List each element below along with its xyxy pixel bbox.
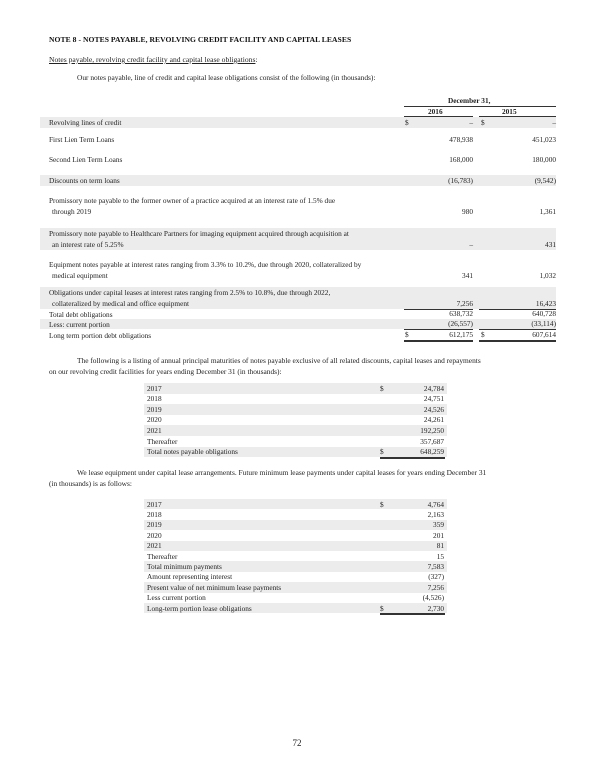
row-label: 2017 [147, 499, 162, 509]
row-label: Total minimum payments [147, 561, 222, 571]
header-rule [404, 106, 556, 107]
page-number: 72 [292, 738, 302, 748]
value-2015: 431 [545, 240, 556, 249]
row-label: Less: current portion [49, 320, 110, 329]
value-2015: (33,114) [531, 319, 556, 328]
row-label: Obligations under capital leases at interest rates ranging from 2.5% to 10.8%, due through 2022, [49, 288, 331, 297]
lease-intro-line-1: We lease equipment under capital lease arrangements. Future minimum lease payments under capital leases for years ending December 31 [77, 468, 487, 477]
row-label: 2017 [147, 383, 162, 393]
value-2016: 7,256 [456, 299, 473, 308]
row-label: 2020 [147, 415, 162, 425]
row-label: 2021 [147, 541, 162, 551]
row-label: an interest rate of 5.25% [52, 239, 124, 249]
row-value: 24,526 [423, 404, 444, 414]
row-label: Thereafter [147, 436, 178, 446]
value-2016: – [469, 240, 473, 249]
row-label: Promissory note payable to the former owner of a practice acquired at an interest rate of 1.5% due [49, 196, 336, 205]
dollar-sign: $ [380, 383, 384, 393]
row-value: 201 [433, 530, 444, 540]
value-2016: 341 [462, 271, 473, 280]
row-label: 2019 [147, 404, 162, 414]
value-2016: 612,175 [449, 330, 473, 339]
row-label: Total notes payable obligations [147, 447, 238, 457]
row-label: Total debt obligations [49, 310, 113, 319]
row-label: Long-term portion lease obligations [147, 603, 252, 613]
value-2015: 16,423 [535, 299, 556, 308]
dollar-sign-2016: $ [405, 118, 409, 127]
subheading-text: Notes payable, revolving credit facility and capital lease obligations [49, 55, 256, 64]
row-label: 2021 [147, 425, 162, 435]
row-label: Long term portion debt obligations [49, 331, 152, 340]
header-december-31: December 31, [448, 96, 491, 105]
row-value: 81 [436, 541, 444, 551]
dollar-sign: $ [380, 499, 384, 509]
row-label: Less current portion [147, 593, 206, 603]
lease-intro-line-2: (in thousands) is as follows: [49, 479, 132, 488]
value-2016: (26,557) [448, 319, 473, 328]
value-2015: 640,728 [532, 309, 556, 318]
row-value: 15 [436, 551, 444, 561]
subheading-colon: : [255, 55, 258, 64]
row-value: 2,163 [427, 509, 444, 519]
value-2016: 478,938 [449, 135, 473, 144]
maturities-intro-line-2: on our revolving credit facilities for years ending December 31 (in thousands): [49, 367, 282, 376]
row-value: 192,250 [420, 425, 444, 435]
row-label: collateralized by medical and office equipment [52, 298, 190, 308]
row-label: Discounts on term loans [49, 176, 120, 185]
maturities-intro-line-1: The following is a listing of annual principal maturities of notes payable exclusive of all related discounts, capital leases and repayments [77, 356, 481, 365]
total-rule-2016 [404, 340, 473, 342]
row-value: 24,751 [423, 394, 444, 404]
row-label: Present value of net minimum lease payments [147, 582, 282, 592]
row-label: Promissory note payable to Healthcare Partners for imaging equipment acquired through acquisition at [49, 229, 349, 238]
debt-intro: Our notes payable, line of credit and capital lease obligations consist of the following (in thousands): [77, 73, 376, 82]
row-value: 2,730 [427, 603, 444, 613]
row-label: Equipment notes payable at interest rates ranging from 3.3% to 10.2%, due through 2020, collateralized by [49, 260, 362, 269]
row-label: 2018 [147, 509, 162, 519]
row-label: 2018 [147, 394, 162, 404]
dollar-sign: $ [380, 447, 384, 457]
row-label: 2019 [147, 520, 162, 530]
row-label: Revolving lines of credit [49, 118, 122, 127]
total-rule [380, 613, 445, 615]
row-value: 24,261 [423, 415, 444, 425]
dollar-sign-2015: $ [481, 118, 485, 127]
value-2016: 168,000 [449, 155, 473, 164]
row-label: medical equipment [52, 270, 108, 280]
value-2016: 980 [462, 207, 473, 216]
value-2015: 1,032 [539, 271, 556, 280]
row-value: (4,526) [422, 593, 444, 603]
header-2015: 2015 [502, 107, 517, 116]
value-2015: – [552, 118, 556, 127]
row-label: 2020 [147, 530, 162, 540]
dollar-sign-2016: $ [405, 330, 409, 339]
total-rule-2015 [479, 340, 556, 342]
subheading [49, 55, 258, 64]
row-value: 357,687 [420, 436, 444, 446]
row-value: 7,256 [427, 582, 444, 592]
value-2015: 180,000 [532, 155, 556, 164]
value-2015: 607,614 [532, 330, 556, 339]
value-2016: – [469, 118, 473, 127]
dollar-sign: $ [380, 603, 384, 613]
row-label: Second Lien Term Loans [49, 155, 123, 164]
value-2015: (9,542) [534, 176, 556, 185]
value-2016: (16,783) [448, 176, 473, 185]
header-2016: 2016 [428, 107, 443, 116]
row-value: 359 [433, 520, 444, 530]
row-value: 4,764 [427, 499, 444, 509]
value-2016: 638,732 [449, 309, 473, 318]
row-label: First Lien Term Loans [49, 135, 115, 144]
row-value: 648,259 [420, 447, 444, 457]
value-2015: 1,361 [539, 207, 556, 216]
row-value: (327) [428, 572, 444, 582]
row-value: 24,784 [423, 383, 444, 393]
row-label: Thereafter [147, 551, 178, 561]
total-rule [380, 457, 445, 459]
note-title: NOTE 8 - NOTES PAYABLE, REVOLVING CREDIT FACILITY AND CAPITAL LEASES [49, 35, 352, 44]
value-2015: 451,023 [532, 135, 556, 144]
row-label: through 2019 [52, 206, 92, 216]
row-value: 7,583 [427, 561, 444, 571]
dollar-sign-2015: $ [481, 330, 485, 339]
row-label: Amount representing interest [147, 572, 233, 582]
